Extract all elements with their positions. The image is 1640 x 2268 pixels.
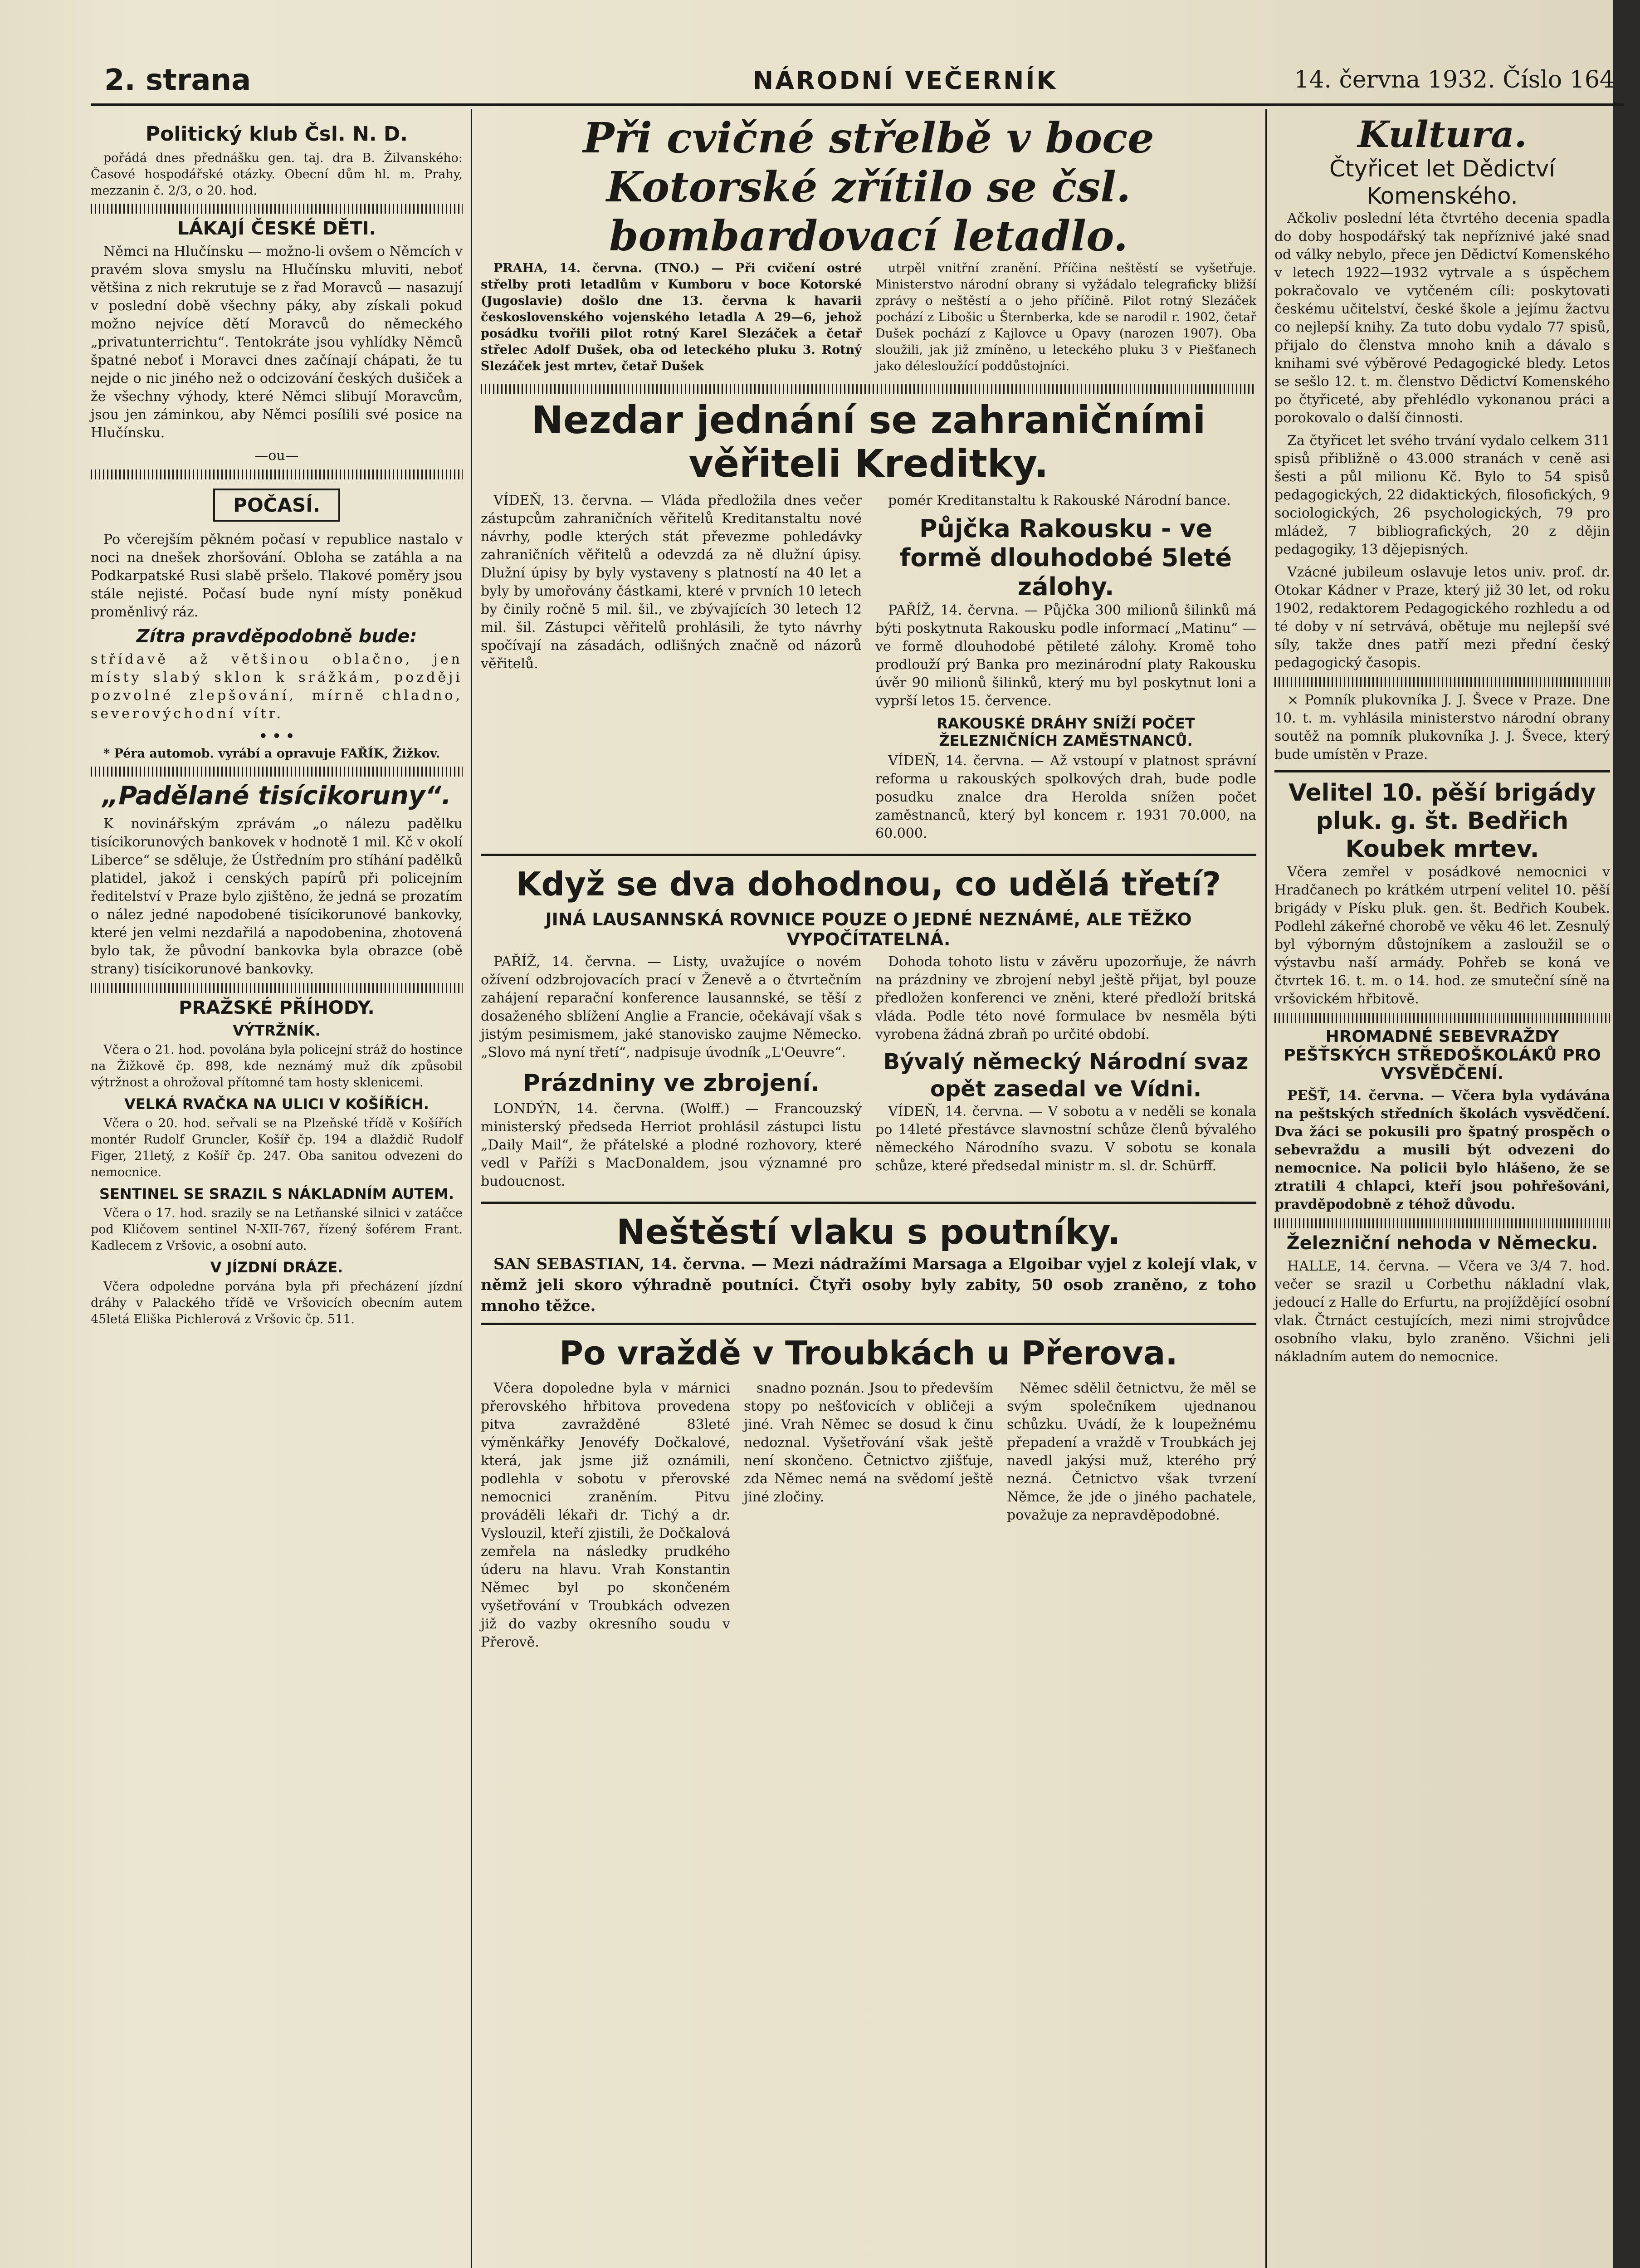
article-text: Ačkoliv poslední léta čtvrtého decenia spadla do doby hospodářský tak nepříznivé jaké snad od války nebylo, přece jen Dědictví Komenského v letech 1922—1932 vytrvale a s úspěchem pokračovalo ve vytčeném cíli: poskytovati českému učitelství, české škole a jejímu žactvu co nejlepší knihy. Za tuto dobu vydalo 77 spisů, přijalo do členstva mnoho knih a dávalo s knihami své výběrové Pedagogické bledy. Letos se sešlo 12. t. m. členstvo Dědictví Komenského po čtyřiceté, aby přehlédlo vykonanou práci a porokovalo o další činnosti. [1274, 210, 1610, 426]
headline: Neštěstí vlaku s poutníky. [616, 1212, 1121, 1252]
article-text: PEŠŤ, 14. června. — Včera byla vydávána na peštských středních školách vysvědčení. Dva žáci se pokusili pro špatný prospěch o sebevraždu a musili být odvezeni do nemocnice. Na policii bylo hlášeno, že se ztratili 4 chlapci, kteří jsou pohřešováni, pravděpodobně z téhož důvodu. [1274, 1088, 1610, 1212]
article-text: VÍDEŇ, 13. června. — Vláda předložila dnes večer zástupcům zahraničních věřitelů Kreditanstaltu nové návrhy, podle kterých stát převezme pohledávky zahraničních věřitelů a odevzdá za ně dlužní úpisy. Dlužní úpisy by byly vystaveny s platností na 40 let a byly by umořovány částkami, které v prvních 10 letech by činily ročně 5 mil. šil., ve zbývajících 30 letech 12 mil. šil. Zástupci věřitelů prohlásili, že tyto návrhy spočívají na zásadách, odlišných značně od názorů věřitelů. [481, 493, 862, 672]
article-text: PRAHA, 14. června. (TNO.) — Při cvičení ostré střelby proti letadlům v Kumboru v boce Kotorské (Jugoslavie) došlo dne 13. června k havarii československého vojenského letadla A 29—6, jehož posádku tvořili pilot rotný Karel Slezáček a četař střelec Adolf Dušek, oba od leteckého pluku 3. Rotný Slezáček jest mrtev, četař Dušek [481, 261, 862, 373]
lead-headline: Při cvičné střelbě v boce Kotorské zřítilo se čsl. bombardovací letadlo. [583, 113, 1154, 260]
divider [91, 767, 463, 777]
article-subheading: SENTINEL SE SRAZIL S NÁKLADNÍM AUTEM. [99, 1185, 454, 1202]
headline: Nezdar jednání se zahraničními věřiteli Kreditky. [531, 398, 1206, 486]
article-text: SAN SEBASTIAN, 14. června. — Mezi nádražími Marsaga a Elgoibar vyjel z kolejí vlak, v němž jeli skoro výhradně poutníci. Čtyři osoby byly zabity, 50 osob zraněno, z toho mnoho těžce. [481, 1255, 1256, 1315]
article-text: Včera o 21. hod. povolána byla policejní stráž do hostince na Žižkově čp. 898, kde neznámý muž dík způsobil výtržnost a ohrožoval přítomné tam hosty sklenicemi. [91, 1043, 463, 1090]
article-text: Po včerejším pěkném počasí v republice nastalo v noci na dnešek zhoršování. Obloha se zatáhla a na Podkarpatské Rusi slabě pršelo. Tlakové poměry jsou stále nejisté. Počasí bude nyní místy poněkud proměnlivý ráz. [91, 532, 463, 620]
article-heading: LÁKAJÍ ČESKÉ DĚTI. [177, 218, 376, 239]
article-text: Včera zemřel v posádkové nemocnici v Hradčanech po krátkém utrpení velitel 10. pěší brigády v Písku pluk. gen. št. Bedřich Koubek. Podlehl zákeřné chorobě ve věku 46 let. Zesnulý byl výborným důstojníkem a zasloužil se o výstavbu naší armády. Pohřeb se koná ve čtvrtek 16. t. m. o 14. hod. ze smuteční síně na vršovickém hřbitově. [1274, 864, 1610, 1007]
article-subheading: VELKÁ RVAČKA NA ULICI V KOŠÍŘÍCH. [124, 1095, 429, 1113]
article-text: Němci na Hlučínsku — možno-li ovšem o Němcích v pravém slova smyslu na Hlučínsku mluviti, neboť většina z nich rekrutuje se z řad Moravců — nasazují v poslední době všechny páky, aby získali pokud možno nejvíce dětí Moravců do německého „privatunterrichtu“. Tentokráte jsou vyhlídky Němců špatné neboť i Moravci dnes začínají chápati, že tu nejde o nic jiného než o odcizování českých dušiček a že všechny výhody, které Němci slibují Moravcům, jsou jen záminkou, aby Němci posílili své posice na Hlučínsku. [91, 244, 463, 441]
column-divider [1265, 109, 1267, 2268]
right-column [1274, 113, 1610, 1371]
divider [1274, 677, 1610, 687]
article-text: Dohoda tohoto listu v závěru upozorňuje, že návrh na prázdniny ve zbrojení nebyl ještě přijat, byl pouze předložen konferenci ve zněni, které předloží britská vláda. Podle této nové formulace bv nesměla býti vyrobena žádná zbraň po určité období. [875, 954, 1256, 1042]
article-text: Včera o 17. hod. srazily se na Letňanské silnici v zatáčce pod Kličovem sentinel N-XII-767, řízený šoférem Frant. Kadlecem z Vršovic, a osobní auto. [91, 1206, 463, 1253]
subheadline: JINÁ LAUSANNSKÁ ROVNICE POUZE O JEDNÉ NEZNÁMÉ, ALE TĚŽKO VYPOČÍTATELNÁ. [545, 909, 1192, 949]
article-subheading: V JÍZDNÍ DRÁZE. [210, 1259, 343, 1276]
section-heading: Kultura. [1357, 113, 1527, 156]
article-text: PAŘÍŽ, 14. června. — Půjčka 300 milionů šilinků má býti poskytnuta Rakousku podle informací „Matinu“ — ve formě dlouhodobé pětileté zálohy. Kromě toho prodlouží prý Banka pro mezinárodní platy Rakousku úvěr 90 milionů šilinků, který mu byl poskytnut loni a vyprší letos 15. července. [875, 602, 1256, 709]
advert-line: * Péra automob. vyrábí a opravuje FAŘÍK, Žižkov. [103, 747, 440, 761]
article-text: LONDÝN, 14. června. (Wolff.) — Francouzský ministerský předseda Herriot prohlásil zástupci listu „Daily Mail“, že přátelské a plodné rozhovory, které vedl v Paříži s MacDonaldem, jsou významné pro budoucnost. [481, 1101, 862, 1189]
forecast-heading: Zítra pravděpodobně bude: [136, 626, 417, 647]
article-text: Za čtyřicet let svého trvání vydalo celkem 311 spisů přibližně o 43.000 stranách v ceně asi šesti a půl milionu Kč. Bylo to 54 spisů pedagogických, 22 didaktických, filosofických, 9 sociologických, 26 psychologických, 79 pro mládež, 7 bibliografických, 20 z dějin pedagogiky, 13 dějepisných. [1274, 433, 1610, 557]
divider [91, 469, 463, 479]
masthead-rule [91, 103, 1624, 106]
article-text: K novinářským zprávám „o nálezu padělku tisícikorunových bankovek v hodnotě 1 mil. Kč v okolí Liberce“ se sděluje, že Ústředním pro stíhání padělků platidel, jakož i cenských papírů při policejním ředitelství v Praze bylo zjištěno, že jedná se prozatím o nález jedné napodobené tisícikorunové bankovky, které jen velmi nezdařilá a napodobenina, zhotovená bylo tak, že původní bankovka byla obrazce (obě strany) tisícikorunové bankovky. [91, 816, 463, 977]
article-text: HALLE, 14. června. — Včera ve 3/4 7. hod. večer se srazil u Corbethu nákladní vlak, jedoucí z Halle do Erfurtu, na projíždějící osobní vlak. Čtrnáct cestujících, mezi nimi strojvůdce osobního vlaku, bylo zraněno. Všichni jeli nákladním autem do nemocnice. [1274, 1258, 1610, 1365]
article-subheading: VÝTRŽNÍK. [233, 1022, 321, 1039]
headline: Prázdniny ve zbrojení. [522, 1070, 820, 1097]
divider [91, 204, 463, 214]
article-text: Včera dopoledne byla v márnici přerovského hřbitova provedena pitva zavražděné 83leté výměnkářky Jenovéfy Dočkalové, která, jak jsme již oznámili, podlehla v sobotu v přerovské nemocnici zraněním. Pitvu prováděli lékaři dr. Tichý a dr. Vyslouzil, kteří zjistili, že Dočkalová zemřela na následky prudkého úderu na hlavu. Vrah Konstantin Němec byl po skončeném vyšetřování v Troubkách odvezen již do vazby okresního soudu v Přerově. [481, 1380, 730, 1650]
headline: Když se dva dohodnou, co udělá třetí? [516, 865, 1221, 903]
article-text: × Pomník plukovníka J. J. Švece v Praze. Dne 10. t. m. vyhlásila ministerstvo národní obrany soutěž na pomník plukovníka J. J. Švece, který bude umístěn v Praze. [1274, 692, 1610, 763]
weather-box-heading: POČASÍ. [213, 489, 340, 522]
headline: Velitel 10. pěší brigády pluk. g. št. Bedřich Koubek mrtev. [1288, 779, 1596, 863]
forecast-text: střídavě až většinou oblačno, jen místy slabý sklon k srážkám, později pozvolné zlepšování, mírně chladno, severovýchodní vítr. [91, 651, 463, 722]
article-text: utrpěl vnitřní zranění. Příčina neštěstí se vyšetřuje. Ministerstvo národní obrany si vyžádalo telegraficky bližší zprávy o neštěstí a o jeho příčině. Pilot rotný Slezáček pochází z Libošic u Šternberka, kde se narodil r. 1902, četař Dušek pochází z Kajlovce u Opavy (narozen 1907). Oba sloužili, jak již zmíněno, u leteckého pluku 3 v Piešťanech jako délesloužící poddůstojníci. [875, 261, 1256, 373]
article-subheading: RAKOUSKÉ DRÁHY SNÍŽÍ POČET ŽELEZNIČNÍCH ZAMĚSTNANCŮ. [937, 715, 1195, 749]
headline: Půjčka Rakousku - ve formě dlouhodobé 5leté zálohy. [899, 514, 1232, 601]
headline: Železniční nehoda v Německu. [1286, 1233, 1598, 1254]
article-text: Včera o 20. hod. seřvali se na Plzeňské třídě v Košířích montér Rudolf Gruncler, Košíř čp. 194 a dlaždič Rudolf Figer, 21letý, z Košíř čp. 247. Oba sanitou odvezeni do nemocnice. [91, 1116, 463, 1179]
article-text: VÍDEŇ, 14. června. — V sobotu a v neděli se konala po 14leté přestávce slavnostní schůze členů bývalého německého Národního svazu. V sobotu se konala schůze, které předsedal ministr m. sl. dr. Schürff. [875, 1104, 1256, 1174]
article-text: Včera odpoledne porvána byla při přecházení jízdní dráhy v Palackého třídě ve Vršovicích obecním autem 45letá Eliška Pichlerová z Vršovic čp. 511. [91, 1280, 463, 1326]
page-number: 2. strana [104, 64, 251, 97]
article-text: snadno poznán. Jsou to především stopy po nešťovicích v obličeji a jiné. Vrah Němec se dosud k činu nedoznal. Vyšetřování však ještě není skončeno. Četnictvo zjišťuje, zda Němec nemá na svědomí ještě jiné zločiny. [744, 1380, 993, 1505]
article-text: VÍDEŇ, 14. června. — Až vstoupí v platnost správní reforma u rakouských spolkových drah, bude podle posudku znalce dra Herolda snížen počet zaměstnanců, který byl koncem r. 1931 70.000, na 60.000. [875, 753, 1256, 841]
article-heading: „Padělané tisícikoruny“. [102, 781, 451, 811]
divider [1274, 1013, 1610, 1023]
headline: HROMADNÉ SEBEVRAŽDY PEŠŤSKÝCH STŘEDOŠKOLÁKŮ PRO VYSVĚDČENÍ. [1284, 1027, 1601, 1083]
divider [481, 384, 1256, 394]
issue-date: 14. června 1932. Číslo 164 [1294, 66, 1615, 93]
section-heading: PRAŽSKÉ PŘÍHODY. [179, 997, 375, 1018]
article-text: pomér Kreditanstaltu k Rakouské Národní bance. [888, 493, 1231, 508]
column-divider [471, 109, 472, 2268]
center-column [481, 113, 1256, 1656]
article-text: pořádá dnes přednášku gen. taj. dra B. Žilvanského: Časové hospodářské otázky. Obecní dům hl. m. Prahy, mezzanin č. 2/3, o 20. hod. [91, 151, 463, 198]
divider [91, 983, 463, 993]
article-text: Vzácné jubileum oslavuje letos univ. prof. dr. Otokar Kádner v Praze, který již 30 let, od roku 1902, redaktorem Pedagogického rozhledu a od té doby v ní setrvává, obětuje mu nejlepší své síly, takže dnes patří mezi přední český pedagogický časopis. [1274, 564, 1610, 671]
headline: Po vraždě v Troubkách u Přerova. [559, 1334, 1178, 1372]
headline: Čtyřicet let Dědictví Komenského. [1329, 156, 1555, 209]
scan-edge [1613, 0, 1640, 2268]
article-text: PAŘÍŽ, 14. června. — Listy, uvažujíce o novém ožívení odzbrojovacích prací v Ženevě a o čtvrtečním zahájení reparační konference lausannské, se těší z dosaženého sblížení Anglie a Francie, očekávají však s jistým pesimismem, jaké stanovisko zaujme Německo. „Slovo má nyní třetí“, nadpisuje úvodník „L'Oeuvre“. [481, 954, 862, 1061]
left-column: Politický klub Čsl. N. D. pořádá dnes přednášku gen. taj. dra B. Žilvanského: Časové hospodářské otázky. Obecní dům hl. m. Prahy, mezzanin č. 2/3, o 20. hod. LÁKAJÍ ČESKÉ DĚTI. Němci na Hlučínsku — možno-li ovšem o Němcích v pravém slova smyslu na Hlučínsku mluviti, neboť většina z nich rekrutuje se z řad Moravců — nasazují v poslední době všechny páky, aby získali pokud možno nejvíce dětí Moravců do německého „privatunterrichtu“. Tentokráte jsou vyhlídky Němců špatné neboť i Moravci dnes začínají chápati, že tu nejde o nic jiného než o odcizování českých dušiček a že všechny výhody, které Němci slibují Moravcům, jsou jen záminkou, aby Němci posílili své posice na Hlučínsku. —ou— POČASÍ. Po včerejším pěkném počasí v republice nastalo v noci na dnešek zhoršování. Obloha se zatáhla a na Podkarpatské Rusi slabě pršelo. Tlakové poměry jsou stále nejisté. Počasí bude nyní místy poněkud proměnlivý ráz. Zítra pravděpodobně bude: střídavě až většinou oblačno, jen místy slabý sklon k srážkám, později pozvolné zlepšování, mírně chladno, severovýchodní vítr. • • • * Péra automob. vyrábí a opravuje FAŘÍK, Žižkov. „Padělané tisícikoruny“. K novinářským zprávám „o nálezu padělku tisícikorunových bankovek v hodnotě 1 mil. Kč v okolí Liberce“ se sděluje, že Ústředním pro stíhání padělků platidel, jakož i cenských papírů při policejním ředitelství v Praze bylo zjištěno, že jedná se prozatím o nález jedné napodobené tisícikorunové bankovky, které jen velmi nezdařilá a napodobenina, zhotovená bylo tak, že původní bankovka byla obrazce (obě strany) tisícikorunové bankovky. PRAŽSKÉ PŘÍHODY. VÝTRŽNÍK. Včera o 21. hod. povolána byla policejní stráž do hostince na Žižkově čp. 898, kde neznámý muž dík způsobil výtržnost a ohrožoval přítomné tam hosty sklenicemi. VELKÁ RVAČKA NA ULICI V KOŠÍŘÍCH. Včera o 20. hod. seřvali se na Plzeňské třídě v Košířích montér Rudolf Gruncler, Košíř čp. 194 a dlaždič Rudolf Figer, 21letý, z Košíř čp. 247. Oba sanitou odvezeni do nemocnice. SENTINEL SE SRAZIL S NÁKLADNÍM AUTEM. Včera o 17. hod. srazily se na Letňanské silnici v zatáčce pod Kličovem sentinel N-XII-767, řízený šoférem Frant. Kadlecem z Vršovic, a osobní auto. V JÍZDNÍ DRÁZE. Včera odpoledne porvána byla při přecházení jízdní dráhy v Palackého třídě ve Vršovicích obecním autem 45letá Eliška Pichlerová z Vršovic čp. 511. [91, 118, 463, 1332]
article-text: Němec sdělil četnictvu, že měl se svým společníkem ujednanou schůzku. Uvádí, že k loupežnému přepadení a vraždě v Troubkách jej navedl jakýsi muž, kterého prý nezná. Četnictvo však tvrzení Němce, že jde o jiného pachatele, považuje za nepravděpodobné. [1007, 1380, 1256, 1523]
divider [1274, 1218, 1610, 1228]
headline: Bývalý německý Národní svaz opět zasedal ve Vídni. [883, 1049, 1249, 1102]
masthead [91, 64, 1624, 100]
article-heading: Politický klub Čsl. N. D. [145, 122, 408, 146]
paper-title: NÁRODNÍ VEČERNÍK [753, 66, 1058, 95]
signature: —ou— [254, 448, 299, 464]
